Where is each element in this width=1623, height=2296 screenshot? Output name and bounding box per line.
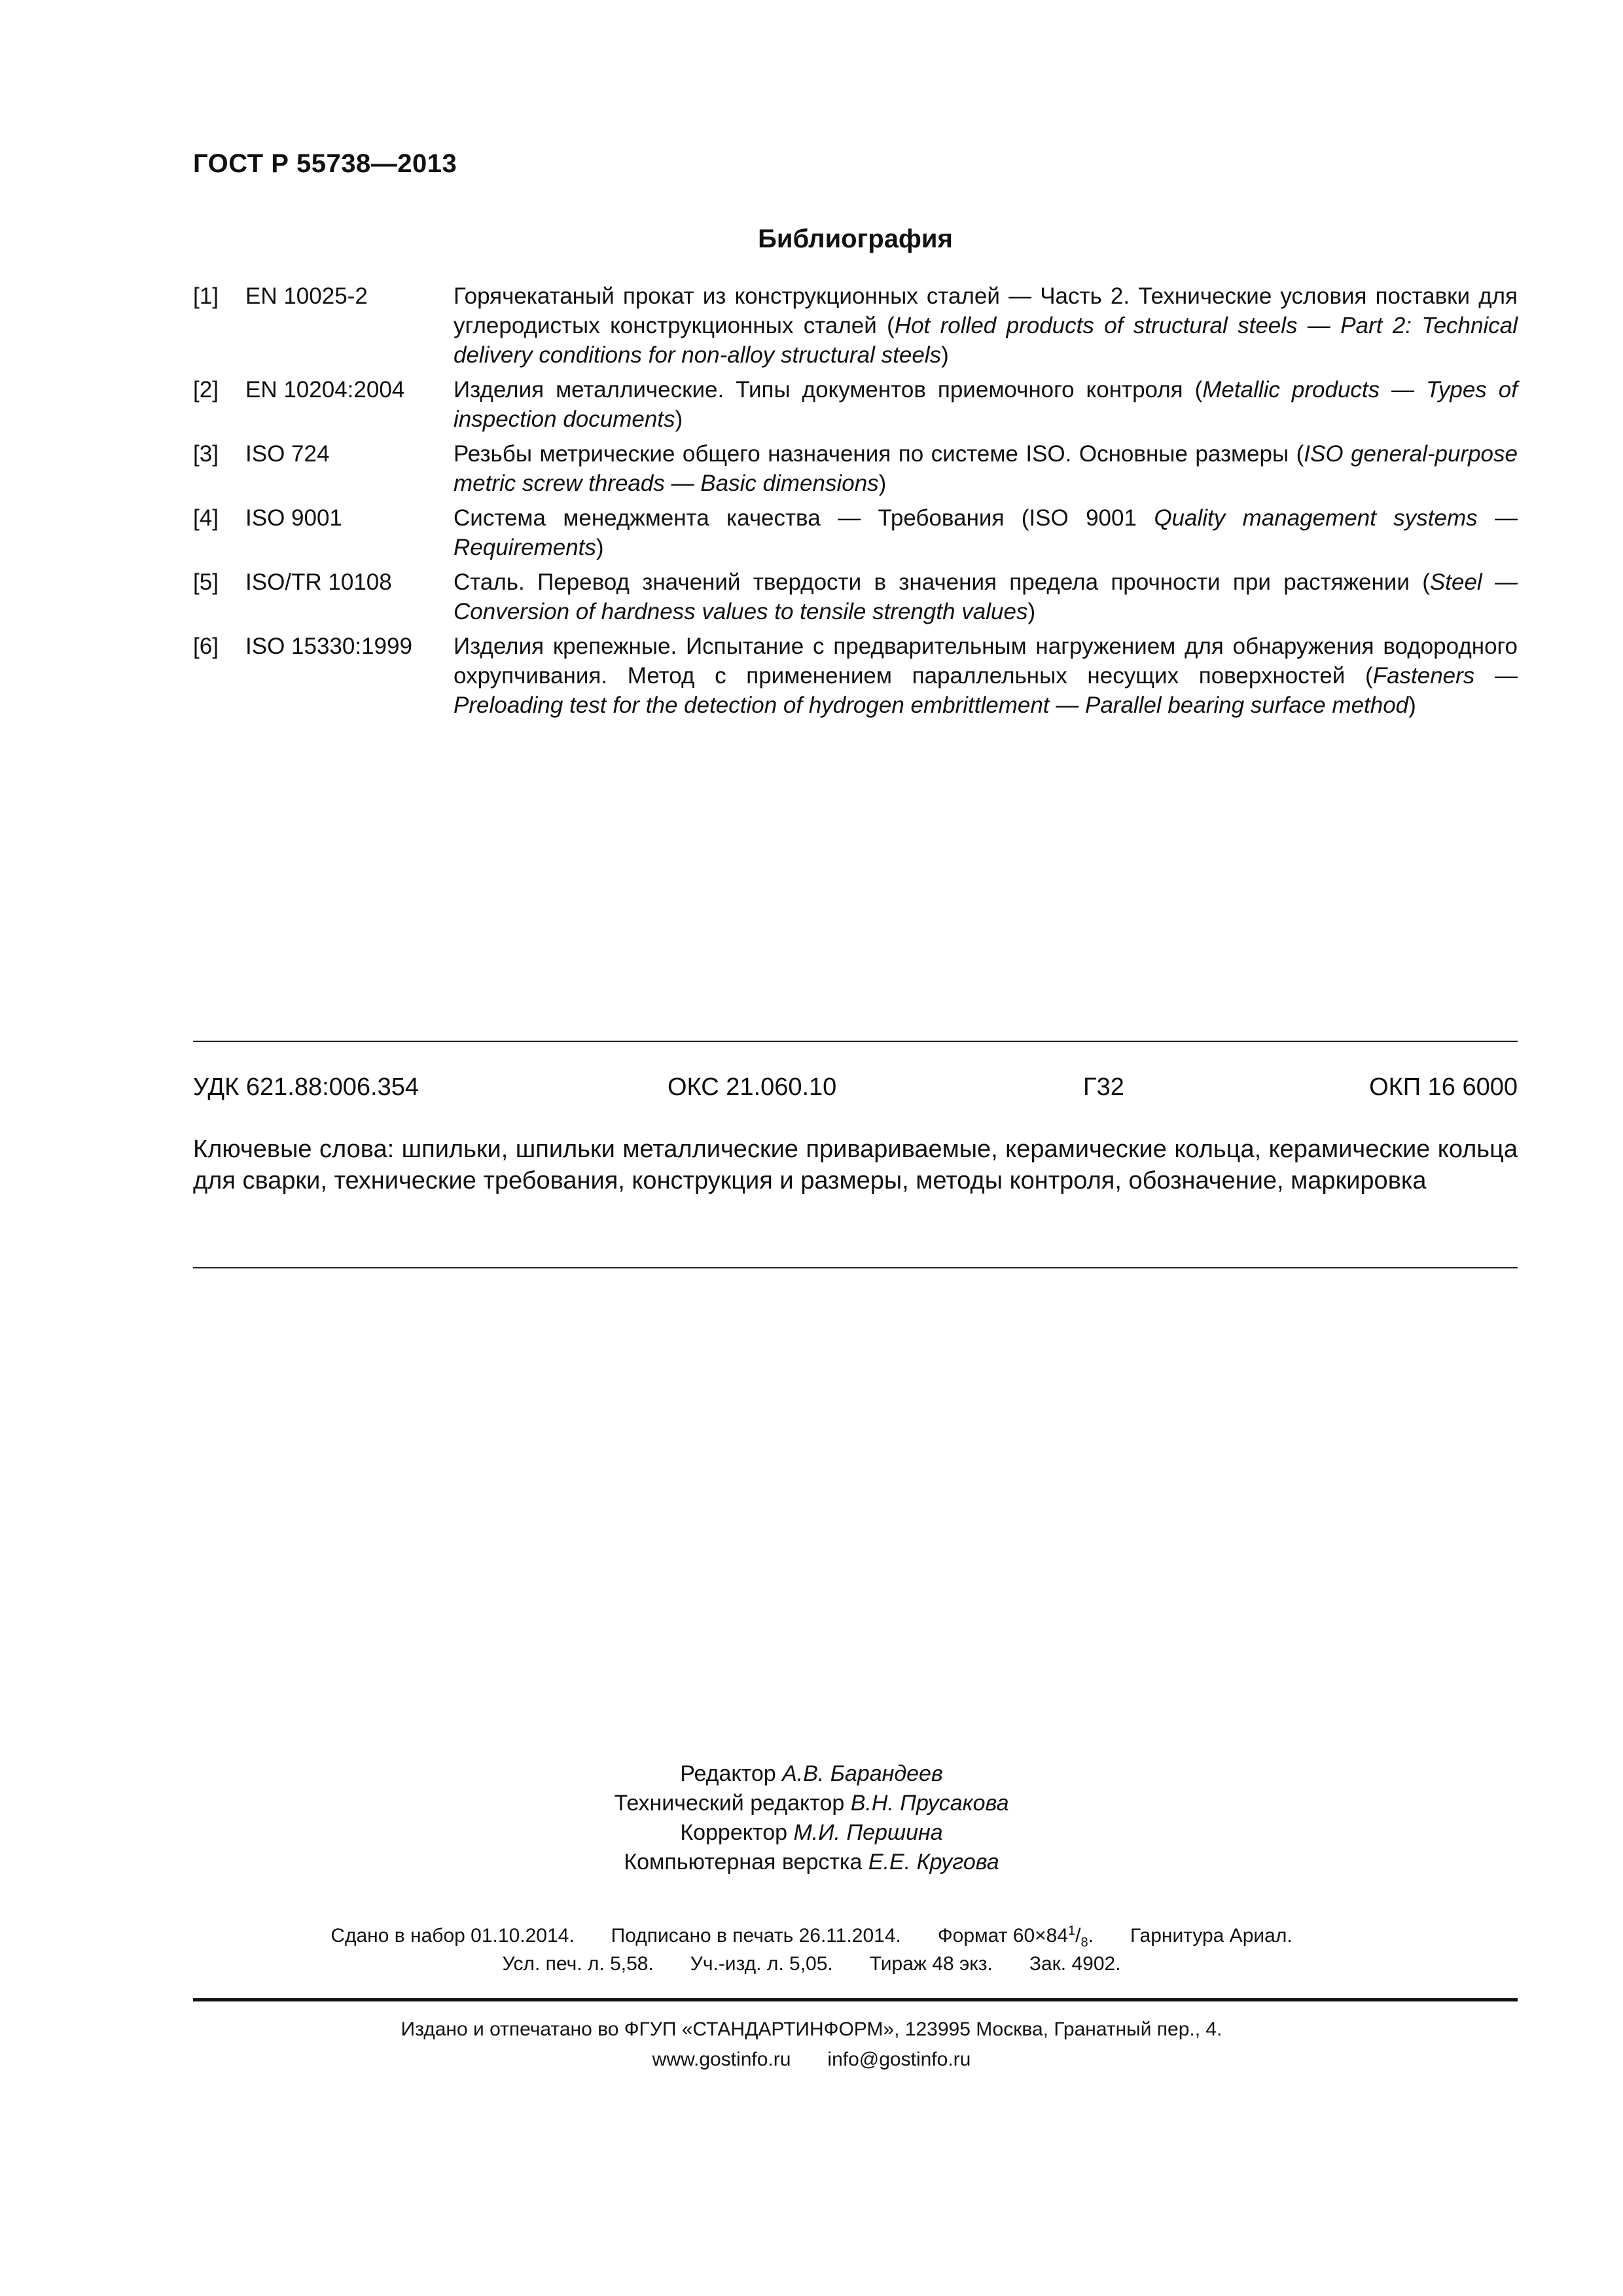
- paper-format: Формат $60\times 84^1/_8$.: [937, 1924, 1094, 1950]
- entry-reference: ISO 15330:1999: [245, 634, 412, 659]
- signed-date: Подписано в печать 26.11.2014.: [611, 1925, 901, 1946]
- print-sheets: Усл. печ. л. 5,58.: [502, 1953, 654, 1975]
- typeface: Гарнитура Ариал.: [1130, 1925, 1293, 1946]
- print-info-line-2: [0, 1949, 1623, 1979]
- divider-top: [193, 1041, 1518, 1042]
- entry-number: [3]: [193, 441, 219, 467]
- entry-number: [6]: [193, 634, 219, 659]
- g-code: Г32: [1083, 1073, 1124, 1101]
- credit-technical-editor: Технический редактор В.Н. Прусакова: [614, 1791, 1009, 1816]
- bibliography-entry: [193, 439, 1518, 498]
- entry-description: Система менеджмента качества — Требования (ISO 9001 Quality management systems — Requirements): [454, 505, 1518, 560]
- entry-reference: EN 10025-2: [245, 283, 368, 309]
- divider-publisher: [193, 1998, 1518, 2001]
- entry-description: Изделия крепежные. Испытание с предварительным нагружением для обнаружения водородного охрупчивания. Метод с применением параллельных несущих поверхностей (Fasteners — Preloading test for the detection of hydrogen embrittlement — Parallel bearing surface method): [454, 634, 1518, 718]
- divider-keywords: [193, 1267, 1518, 1268]
- bibliography-entry: [193, 567, 1518, 626]
- credit-editor: Редактор А.В. Барандеев: [680, 1761, 943, 1786]
- editorial-credits: [0, 1759, 1623, 1877]
- entry-number: [1]: [193, 283, 219, 309]
- print-run: Тираж 48 экз.: [869, 1953, 993, 1975]
- entry-number: [5]: [193, 569, 219, 595]
- credit-proofreader: Корректор М.И. Першина: [680, 1820, 943, 1845]
- submitted-date: Сдано в набор 01.10.2014.: [330, 1925, 575, 1946]
- publisher-website[interactable]: www.gostinfo.ru: [652, 2049, 791, 2070]
- entry-reference: ISO/TR 10108: [245, 569, 392, 595]
- order-number: Зак. 4902.: [1029, 1953, 1121, 1975]
- keywords: Ключевые слова: шпильки, шпильки металлические привариваемые, керамические кольца, керамические кольца для сварки, технические требования, конструкция и размеры, методы контроля, обозначение, маркировка: [193, 1136, 1518, 1194]
- udk-code: УДК 621.88:006.354: [193, 1073, 419, 1101]
- entry-description: Изделия металлические. Типы документов приемочного контроля (Metallic products — Types of inspection documents): [454, 377, 1518, 432]
- bibliography-entry: [193, 503, 1518, 562]
- bibliography-entry: [193, 375, 1518, 434]
- credit-layout: Компьютерная верстка Е.Е. Кругова: [624, 1850, 999, 1874]
- bibliography-entry: [193, 632, 1518, 720]
- entry-description: Сталь. Перевод значений твердости в значения предела прочности при растяжении (Steel — Conversion of hardness values to tensile strength values): [454, 569, 1518, 624]
- entry-reference: EN 10204:2004: [245, 377, 405, 403]
- bibliography-title: Библиография: [758, 224, 953, 253]
- bibliography-list: [193, 281, 1518, 725]
- publisher-line: Издано и отпечатано во ФГУП «СТАНДАРТИНФОРМ», 123995 Москва, Гранатный пер., 4.: [401, 2018, 1222, 2040]
- oks-code: ОКС 21.060.10: [668, 1073, 837, 1101]
- entry-reference: ISO 9001: [245, 505, 342, 531]
- entry-description: Горячекатаный прокат из конструкционных сталей — Часть 2. Технические условия поставки для углеродистых конструкционных сталей (Hot rolled products of structural steels — Part 2: Technical delivery conditions for non-alloy structural steels): [454, 283, 1518, 368]
- publishing-sheets: Уч.-изд. л. 5,05.: [690, 1953, 833, 1975]
- entry-description: Резьбы метрические общего назначения по системе ISO. Основные размеры (ISO general-purpose metric screw threads — Basic dimensions): [454, 441, 1518, 496]
- entry-number: [2]: [193, 377, 219, 403]
- publisher-email[interactable]: info@gostinfo.ru: [827, 2049, 971, 2070]
- document-code: ГОСТ Р 55738—2013: [193, 149, 457, 178]
- bibliography-entry: [193, 281, 1518, 370]
- entry-reference: ISO 724: [245, 441, 330, 467]
- entry-number: [4]: [193, 505, 219, 531]
- publisher-contacts: [0, 2045, 1623, 2075]
- okp-code: ОКП 16 6000: [1369, 1073, 1518, 1101]
